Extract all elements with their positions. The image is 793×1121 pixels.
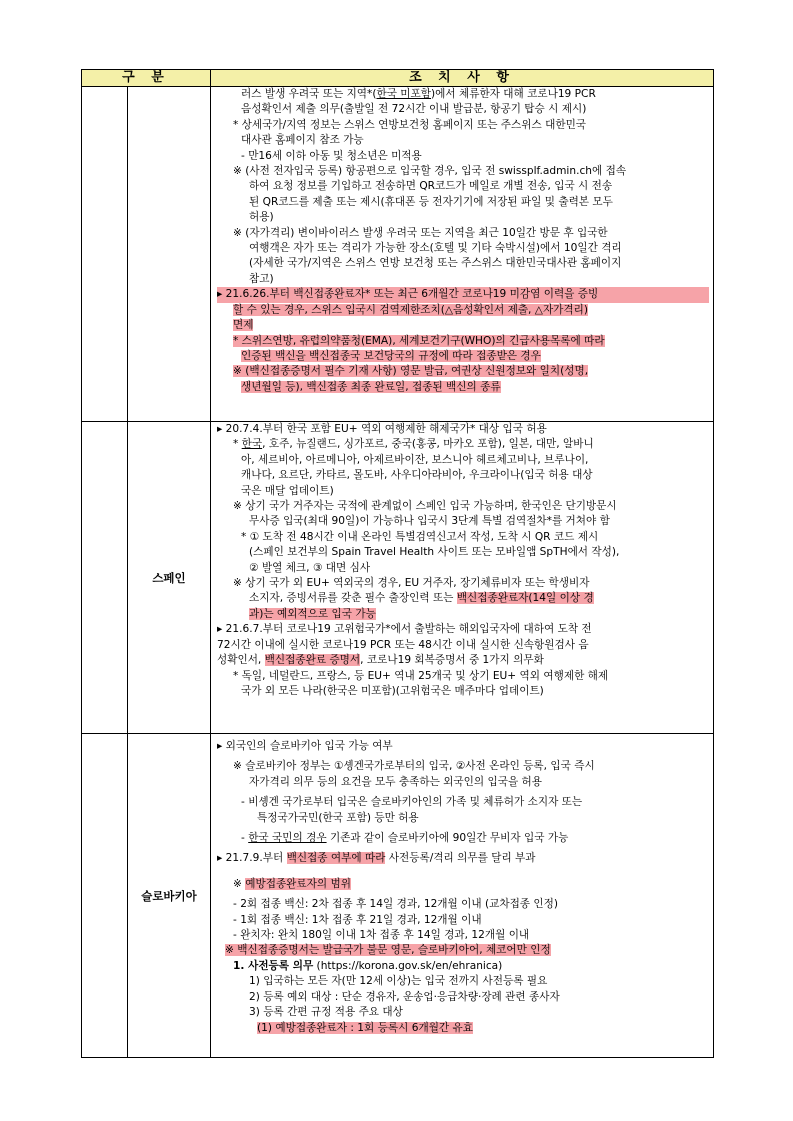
- text-line: 72시간 이내에 실시한 코로나19 PCR 또는 48시간 이내 실시한 신속항원검사 음: [217, 638, 589, 651]
- text-line: 소지자, 증빙서류를 갖춘 필수 출장인력 또는 백신접종완료자(14일 이상 경: [249, 592, 594, 605]
- text-line: ※ 상기 국가 거주자는 국적에 관계없이 스페인 입국 가능하며, 한국인은 단기방문시: [233, 500, 617, 513]
- highlight-line: ▸ 21.6.26.부터 백신접종완료자* 또는 최근 6개월간 코로나19 미감염 이력을 증빙: [217, 287, 709, 302]
- text-line: 1) 입국하는 모든 자(만 12세 이상)는 입국 전까지 사전등록 필요: [249, 975, 548, 988]
- text-line: - 1회 접종 백신: 1차 접종 후 21일 경과, 12개월 이내: [233, 913, 482, 926]
- text-line: ※ 상기 국가 외 EU+ 역외국의 경우, EU 거주자, 장기체류비자 또는 학생비자: [233, 577, 590, 590]
- text-line: - 만16세 이하 아동 및 청소년은 미적용: [241, 149, 422, 162]
- measures-table: [81, 69, 714, 1058]
- spain-measures: [211, 422, 714, 734]
- text-line: * 독일, 네덜란드, 프랑스, 등 EU+ 역내 25개국 및 상기 EU+ 역외 여행제한 해제: [233, 669, 609, 682]
- text-line: * 상세국가/지역 정보는 스위스 연방보건청 홈페이지 또는 주스위스 대한민국: [233, 118, 587, 131]
- text-line: ▸ 20.7.4.부터 한국 포함 EU+ 역외 여행제한 해제국가* 대상 입국 허용: [217, 423, 547, 435]
- highlight-line: 인증된 백신을 백신접종국 보건당국의 규정에 따라 접종받은 경우: [241, 349, 541, 362]
- empty-cell: [82, 87, 128, 422]
- text-line: 여행객은 자가 또는 격리가 가능한 장소(호텔 및 기타 숙박시설)에서 10일간 격리: [249, 242, 622, 255]
- highlight-line: ※ (백신접종증명서 필수 기재 사항) 영문 발급, 여권상 신원정보와 일치(성명,: [233, 365, 589, 378]
- highlight-line: 할 수 있는 경우, 스위스 입국시 검역제한조치(△음성확인서 제출, △자가격리): [233, 303, 589, 316]
- text-line: - 2회 접종 백신: 2차 접종 후 14일 경과, 12개월 이내 (교차접종 인정): [233, 898, 559, 911]
- text-line: ※ (사전 전자입국 등록) 항공편으로 입국할 경우, 입국 전 swissplf.admin.ch에 접속: [233, 165, 627, 178]
- text-line: * ① 도착 전 48시간 이내 온라인 특별검역신고서 작성, 도착 시 QR 코드 제시: [241, 530, 599, 543]
- highlight-line: 생년월일 등), 백신접종 최종 완료일, 접종된 백신의 종류: [241, 380, 501, 393]
- text-line: ② 발열 체크, ③ 대면 심사: [249, 561, 371, 574]
- empty-cell: [82, 734, 128, 1058]
- header-category: 구 분: [82, 70, 211, 87]
- highlight-line: ※ 백신접종증명서는 발급국가 불문 영문, 슬로바키아어, 체코어만 인정: [225, 944, 551, 957]
- text-line: * 한국, 호주, 뉴질랜드, 싱가포르, 중국(홍콩, 마카오 포함), 일본, 대만, 알바니: [233, 438, 594, 451]
- text-line: 과)는 예외적으로 입국 가능: [249, 607, 376, 620]
- text-line: ▸ 21.7.9.부터 백신접종 여부에 따라 사전등록/격리 의무를 달리 부과: [217, 852, 536, 865]
- text-line: - 완치자: 완치 180일 이내 1차 접종 후 14일 경과, 12개월 이내: [233, 929, 530, 942]
- text-line: 무사증 입국(최대 90일)이 가능하나 입국시 3단계 특별 검역절차*를 거쳐야 함: [249, 515, 610, 528]
- text-line: 특정국가국민(한국 포함) 등만 허용: [257, 811, 419, 824]
- row-spain: [82, 422, 714, 734]
- row-switzerland: [82, 87, 714, 422]
- highlight-line: 면제: [233, 319, 254, 332]
- empty-cell: [82, 422, 128, 734]
- text-line: 국은 매달 업데이트): [241, 484, 334, 497]
- row-slovakia: [82, 734, 714, 1058]
- text-line: ▸ 21.6.7.부터 코로나19 고위험국가*에서 출발하는 해외입국자에 대하여 도착 전: [217, 623, 592, 636]
- text-line: 3) 등록 간편 규정 적용 주요 대상: [249, 1006, 403, 1019]
- text-line: 자가격리 의무 등의 요건을 모두 충족하는 외국인의 입국을 허용: [249, 775, 543, 788]
- text-line: 국가 외 모든 나라(한국은 미포함)(고위험국은 매주마다 업데이트): [241, 684, 544, 697]
- text-line: (자세한 국가/지역은 스위스 연방 보건청 또는 주스위스 대한민국대사관 홈페이지: [249, 257, 622, 270]
- text-line: - 한국 국민의 경우 기존과 같이 슬로바키아에 90일간 무비자 입국 가능: [241, 832, 569, 845]
- header-measures: 조 치 사 항: [211, 70, 714, 87]
- label-spain: 스페인: [128, 422, 211, 734]
- text-line: ※ 예방접종완료자의 범위: [233, 877, 351, 890]
- highlight-line: (1) 예방접종완료자 : 1회 등록시 6개월간 유효: [257, 1021, 473, 1034]
- text-line: 캐나다, 요르단, 카타르, 몰도바, 사우디아라비아, 우크라이나(입국 허용 대상: [241, 469, 593, 482]
- text-line: 아, 세르비아, 아르메니아, 아제르바이잔, 보스니아 헤르체고비나, 브루나이,: [241, 453, 589, 466]
- text-line: ▸ 외국인의 슬로바키아 입국 가능 여부: [217, 740, 393, 752]
- text-line: - 비솅겐 국가로부터 입국은 슬로바키아인의 가족 및 체류허가 소지자 또는: [241, 796, 583, 809]
- label-switzerland-empty: [128, 87, 211, 422]
- table-header: [82, 70, 714, 87]
- text-line: (스페인 보건부의 Spain Travel Health 사이트 또는 모바일앱 SpTH에서 작성),: [249, 546, 620, 559]
- text-line: 허용): [249, 211, 274, 224]
- text-line: 성확인서, 백신접종완료 증명서, 코로나19 회복증명서 중 1가지 의무화: [217, 654, 544, 667]
- label-slovakia: 슬로바키아: [128, 734, 211, 1058]
- text-line: 참고): [249, 272, 274, 285]
- text-line: 음성확인서 제출 의무(출발일 전 72시간 이내 발급분, 항공기 탑승 시 제시): [241, 103, 587, 116]
- text-line: 대사관 홈페이지 참조 가능: [241, 134, 364, 147]
- highlight-line: * 스위스연방, 유럽의약품청(EMA), 세계보건기구(WHO)의 긴급사용목록에 따라: [233, 334, 605, 347]
- text-line: ※ 슬로바키아 정부는 ①솅겐국가로부터의 입국, ②사전 온라인 등록, 입국 즉시: [233, 760, 595, 773]
- text-line: 러스 발생 우려국 또는 지역*(한국 미포함)에서 체류한자 대해 코로나19 PCR: [241, 88, 596, 100]
- slovakia-measures: [211, 734, 714, 1058]
- switzerland-measures: [211, 87, 714, 422]
- text-line: 하여 요청 정보를 기입하고 전송하면 QR코드가 메일로 개별 전송, 입국 시 전송: [249, 180, 613, 193]
- text-line: 2) 등록 예외 대상 : 단순 경유자, 운송업·응급차량·장례 관련 종사자: [249, 990, 560, 1003]
- text-line: ※ (자가격리) 변이바이러스 발생 우려국 또는 지역을 최근 10일간 방문 후 입국한: [233, 226, 608, 239]
- text-line: 1. 사전등록 의무 (https://korona.gov.sk/en/ehranica): [233, 959, 503, 972]
- text-line: 된 QR코드를 제출 또는 제시(휴대폰 등 전자기기에 저장된 파일 및 출력본 모두: [249, 195, 613, 208]
